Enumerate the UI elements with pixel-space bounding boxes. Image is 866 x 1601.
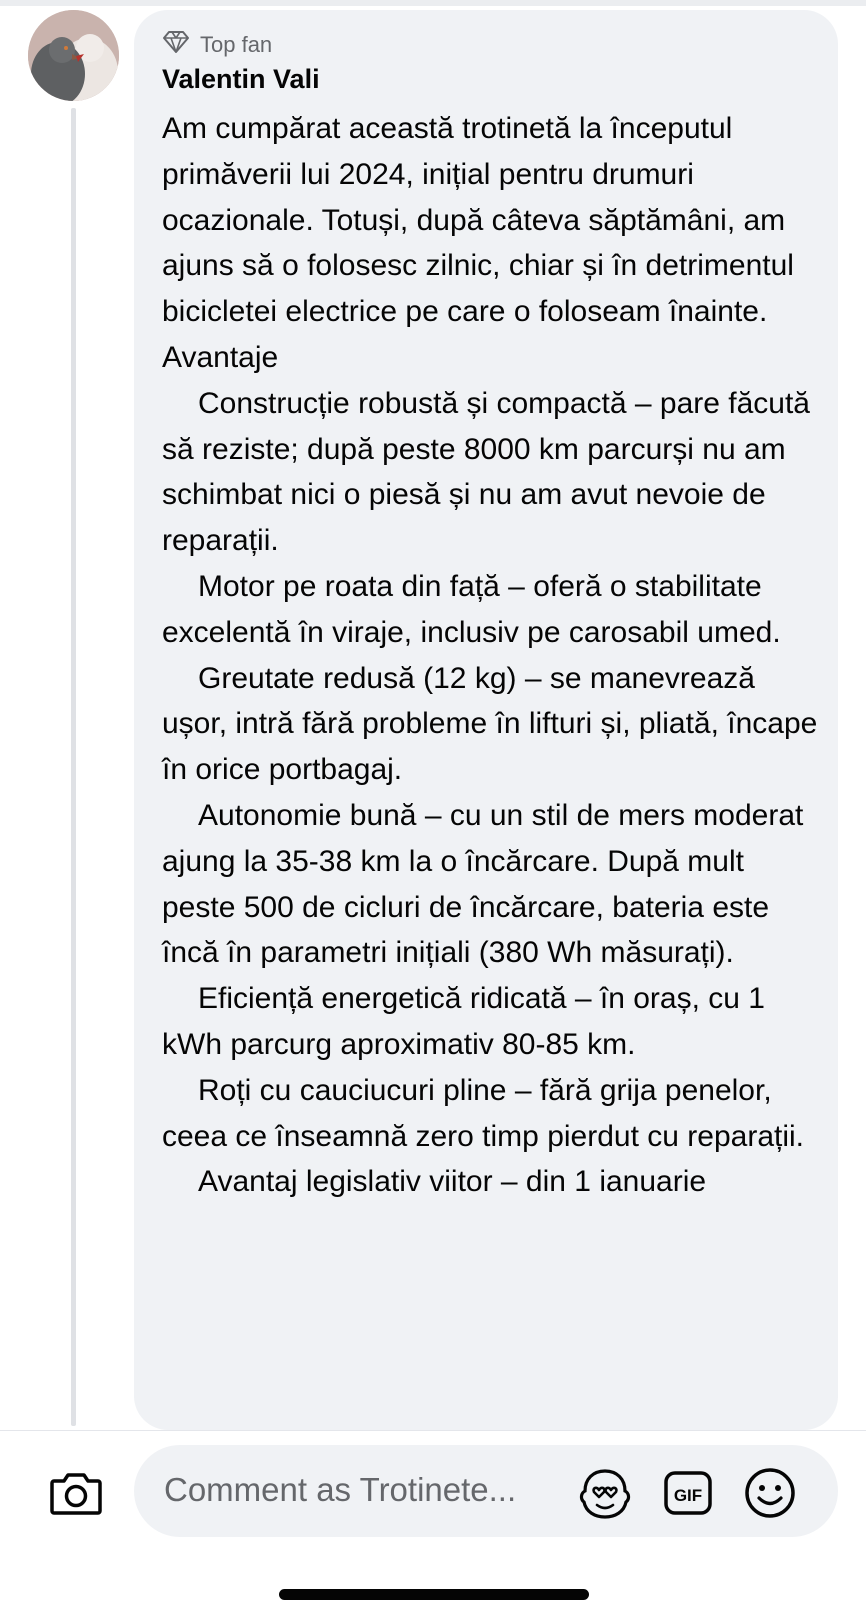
comment-paragraph: Avantaj legislativ viitor – din 1 ianuarie [198, 1165, 707, 1199]
comment-text [162, 106, 824, 1205]
comment-paragraph: Greutate redusă (12 kg) – se manevrează ușor, intră fără probleme în lifturi și, pliată, încape în orice portbagaj. [162, 661, 818, 787]
comment-bubble [134, 10, 838, 1430]
avatar-image [28, 10, 119, 101]
reply-thread-line [71, 108, 76, 1426]
gif-button[interactable] [660, 1465, 716, 1521]
diamond-icon [162, 30, 190, 59]
camera-button[interactable] [48, 1465, 104, 1521]
comment-author[interactable]: Valentin Vali [162, 64, 320, 94]
emoji-button[interactable] [742, 1465, 798, 1521]
avatar-sticker-icon [577, 1465, 633, 1521]
comment-composer [0, 1430, 866, 1601]
avatar[interactable] [28, 10, 119, 101]
top-divider [0, 0, 866, 6]
camera-icon [48, 1465, 104, 1521]
comment-paragraph: Autonomie bună – cu un stil de mers moderat ajung la 35-38 km la o încărcare. După mult peste 500 de cicluri de încărcare, bateria este încă în parametri inițiali (380 Wh măsurați). [162, 798, 804, 970]
comment-paragraph: Avantaje [162, 340, 279, 374]
home-indicator [279, 1589, 589, 1600]
comment-paragraph: Roți cu cauciucuri pline – fără grija penelor, ceea ce înseamnă zero timp pierdut cu reparații. [162, 1073, 804, 1153]
comment-paragraph: Am cumpărat această trotinetă la începutul primăverii lui 2024, inițial pentru drumuri ocazionale. Totuși, după câteva săptămâni, am ajuns să o folosesc zilnic, chiar și în detrimentul bicicletei electrice pe care o foloseam înainte. [162, 112, 794, 329]
comment-paragraph: Motor pe roata din față – oferă o stabilitate excelentă în viraje, inclusiv pe carosabil umed. [162, 569, 781, 649]
avatar-sticker-button[interactable] [577, 1465, 633, 1521]
comment-paragraph: Construcție robustă și compactă – pare făcută să reziste; după peste 8000 km parcurși nu am schimbat nici o piesă și nu am avut nevoie de reparații. [162, 386, 810, 558]
emoji-icon [742, 1465, 798, 1521]
badge-label: Top fan [200, 31, 273, 57]
top-fan-badge [162, 30, 272, 59]
comment-input-placeholder: Comment as Trotinete... [164, 1471, 517, 1508]
comment-paragraph: Eficiență energetică ridicată – în oraș, cu 1 kWh parcurg aproximativ 80-85 km. [162, 982, 765, 1061]
svg-text:GIF: GIF [673, 1486, 703, 1505]
gif-icon [660, 1465, 716, 1521]
comment-input[interactable] [134, 1445, 838, 1537]
